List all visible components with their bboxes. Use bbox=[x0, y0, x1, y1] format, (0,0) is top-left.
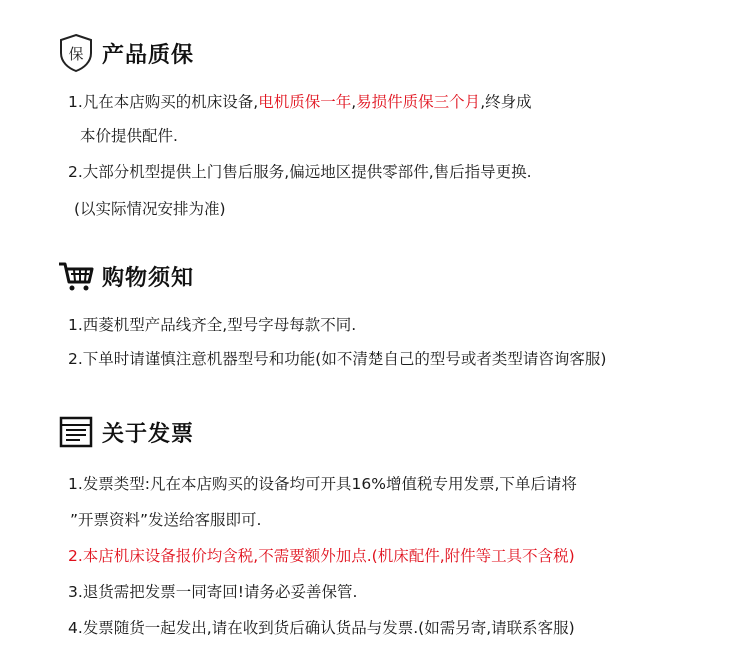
shield-bao-icon bbox=[56, 33, 96, 73]
invoice-header bbox=[56, 412, 194, 452]
warranty-header bbox=[56, 33, 194, 73]
invoice-document-icon bbox=[56, 412, 96, 452]
invoice-item-1: 1.发票类型:凡在本店购买的设备均可开具16%增值税专用发票,下单后请将 bbox=[68, 475, 577, 493]
warranty-title: 产品质保 bbox=[102, 42, 195, 68]
motor-warranty-highlight: 电机质保一年 bbox=[258, 93, 352, 111]
svg-text:保: 保 bbox=[68, 45, 84, 63]
purchase-item-2: 2.下单时请谨慎注意机器型号和功能(如不清楚自己的型号或者类型请咨询客服) bbox=[68, 350, 607, 368]
wear-parts-warranty-highlight: 易损件质保三个月 bbox=[356, 93, 481, 111]
invoice-item-1-cont: ”开票资料”发送给客服即可. bbox=[70, 511, 262, 529]
purchase-title: 购物须知 bbox=[102, 265, 195, 291]
purchase-item-1: 1.西菱机型产品线齐全,型号字母每款不同. bbox=[68, 316, 357, 334]
invoice-item-4: 4.发票随货一起发出,请在收到货后确认货品与发票.(如需另寄,请联系客服) bbox=[68, 619, 575, 637]
invoice-item-3: 3.退货需把发票一同寄回!请务必妥善保管. bbox=[68, 583, 358, 601]
warranty-item-1: 1.凡在本店购买的机床设备,电机质保一年,易损件质保三个月,终身成 bbox=[68, 93, 532, 111]
warranty-item-1-cont: 本价提供配件. bbox=[80, 127, 178, 145]
invoice-title: 关于发票 bbox=[102, 421, 195, 447]
invoice-item-2: 2.本店机床设备报价均含税,不需要额外加点.(机床配件,附件等工具不含税) bbox=[68, 547, 575, 565]
purchase-header bbox=[56, 256, 194, 296]
shopping-cart-icon bbox=[56, 256, 96, 296]
warranty-item-2-note: (以实际情况安排为准) bbox=[74, 200, 226, 218]
warranty-item-2: 2.大部分机型提供上门售后服务,偏远地区提供零部件,售后指导更换. bbox=[68, 163, 532, 181]
